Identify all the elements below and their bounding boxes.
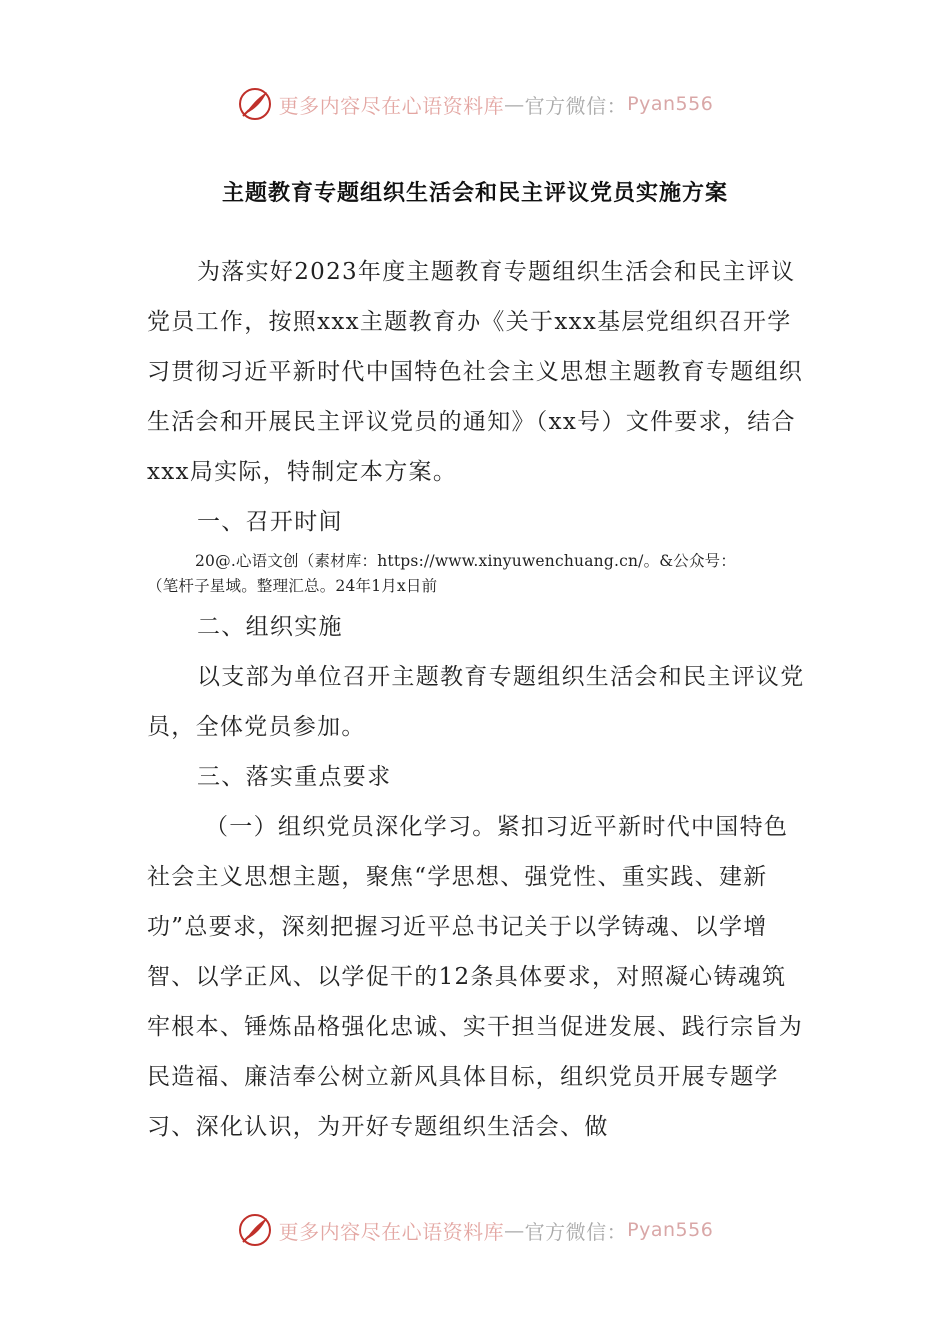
section2-paragraph: 以支部为单位召开主题教育专题组织生活会和民主评议党员，全体党员参加。 — [147, 664, 805, 740]
section1-note — [147, 549, 807, 599]
feather-pen-logo-icon — [237, 86, 273, 122]
watermark-wechat-label: 官方微信： — [524, 93, 628, 118]
intro-paragraph: 为落实好2023年度主题教育专题组织生活会和民主评议党员工作，按照xxx主题教育办《关于xxx基层党组织召开学习贯彻习近平新时代中国特色社会主义思想主题教育专题组织生活会和开展民主评议党员的通知》（xx号）文件要求，结合xxx局实际，特制定本方案。 — [147, 259, 804, 485]
watermark-dash: — — [504, 92, 525, 116]
section3-heading: 三、落实重点要求 — [197, 764, 392, 790]
section3-item1-paragraph: （一）组织党员深化学习。紧扣习近平新时代中国特色社会主义思想主题，聚焦“学思想、强党性、重实践、建新功”总要求，深刻把握习近平总书记关于以学铸魂、以学增智、以学正风、以学促干的12条具体要求，对照凝心铸魂筑牢根本、锤炼品格强化忠诚、实干担当促进发展、践行宗旨为民造福、廉洁奉公树立新风具体目标，组织党员开展专题学习、深化认识，为开好专题组织生活会、做 — [147, 814, 804, 1140]
footer-watermark — [0, 1208, 950, 1252]
document-body — [147, 247, 807, 1152]
feather-pen-logo-icon — [237, 1212, 273, 1248]
section1-note-line2: （笔杆子星域。整理汇总。24年1月x日前 — [147, 577, 438, 595]
header-watermark — [0, 82, 950, 126]
watermark-site-text: 更多内容尽在心语资料库 — [278, 93, 505, 118]
watermark-dash: — — [504, 1218, 525, 1242]
document-title: 主题教育专题组织生活会和民主评议党员实施方案 — [221, 181, 728, 206]
watermark-wechat-id: Pyan556 — [627, 93, 714, 115]
watermark-wechat-id: Pyan556 — [627, 1219, 714, 1241]
watermark-wechat-label: 官方微信： — [524, 1219, 628, 1244]
section1-note-line1: 20@.心语文创（素材库：https://www.xinyuwenchuang.cn/。&公众号： — [195, 552, 737, 570]
section1-heading: 一、召开时间 — [197, 509, 343, 535]
section2-heading: 二、组织实施 — [197, 614, 343, 640]
watermark-site-text: 更多内容尽在心语资料库 — [278, 1219, 505, 1244]
